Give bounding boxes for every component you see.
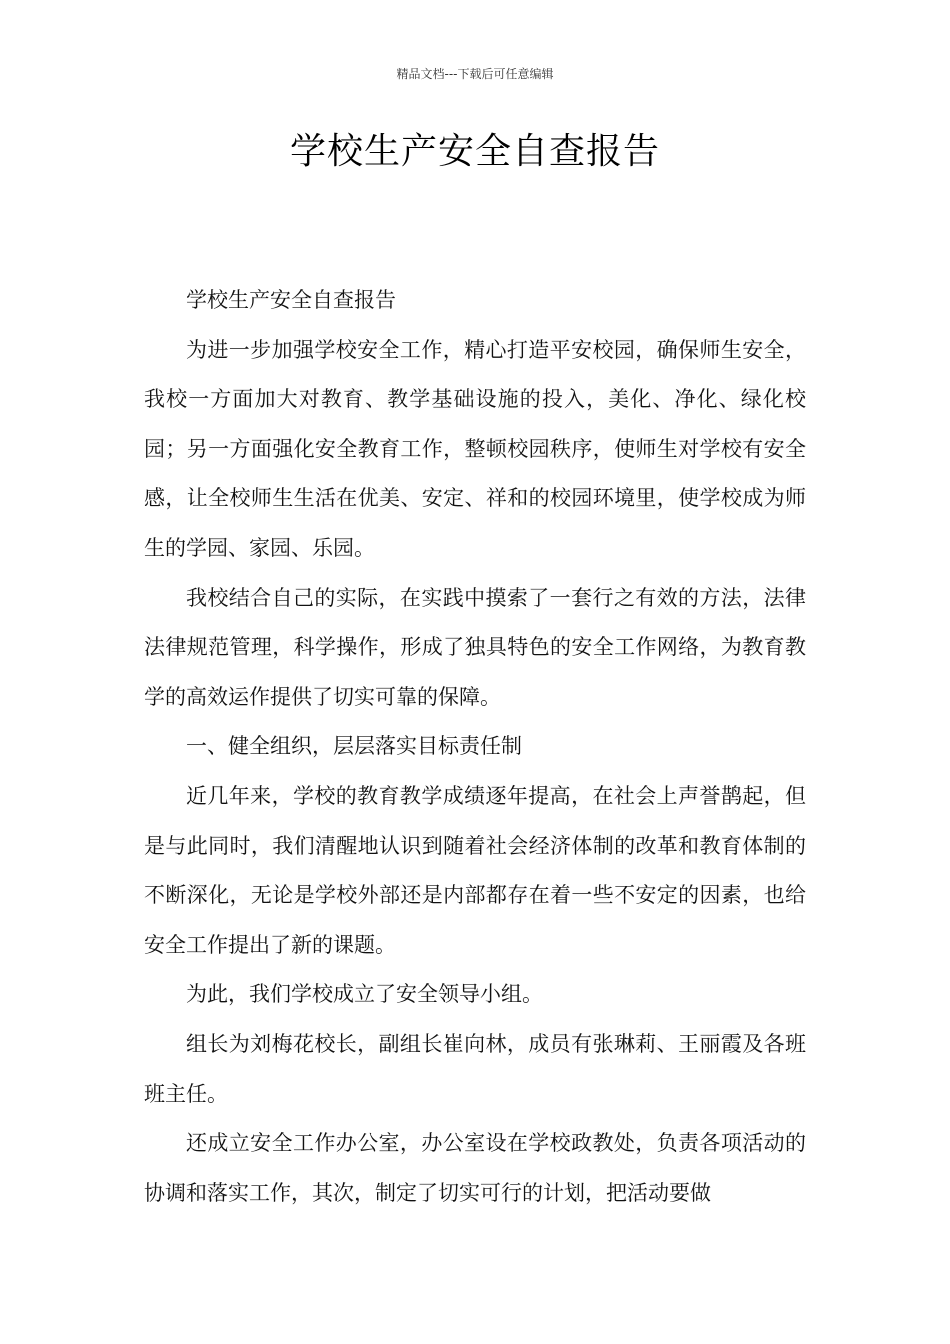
body-paragraph: 为此，我们学校成立了安全领导小组。 [186,982,543,1007]
document-title: 学校生产安全自查报告 [289,131,660,172]
header-note: 精品文档---下载后可任意编辑 [396,67,554,81]
body-paragraph: 组长为刘梅花校长，副组长崔向林，成员有张琳莉、王丽霞及各班班主任。 [144,1031,806,1106]
section-heading: 一、健全组织，层层落实目标责任制 [186,734,522,759]
body-paragraph: 近几年来，学校的教育教学成绩逐年提高，在社会上声誉鹊起，但是与此同时，我们清醒地认识到随着社会经济体制的改革和教育体制的不断深化，无论是学校外部还是内部都存在着一些不安定的因素，也给安全工作提出了新的课题。 [144,783,806,957]
document-body [144,276,806,1218]
body-paragraph: 为进一步加强学校安全工作，精心打造平安校园，确保师生安全，我校一方面加大对教育、教学基础设施的投入，美化、净化、绿化校园；另一方面强化安全教育工作，整顿校园秩序，使师生对学校有安全感，让全校师生生活在优美、安定、祥和的校园环境里，使学校成为师生的学园、家园、乐园。 [144,337,806,560]
body-subtitle-paragraph: 学校生产安全自查报告 [186,288,396,312]
body-paragraph: 还成立安全工作办公室，办公室设在学校政教处，负责各项活动的协调和落实工作，其次，制定了切实可行的计划，把活动要做 [144,1131,806,1205]
body-paragraph: 我校结合自己的实际，在实践中摸索了一套行之有效的方法，法律法律规范管理，科学操作，形成了独具特色的安全工作网络，为教育教学的高效运作提供了切实可靠的保障。 [144,585,806,709]
